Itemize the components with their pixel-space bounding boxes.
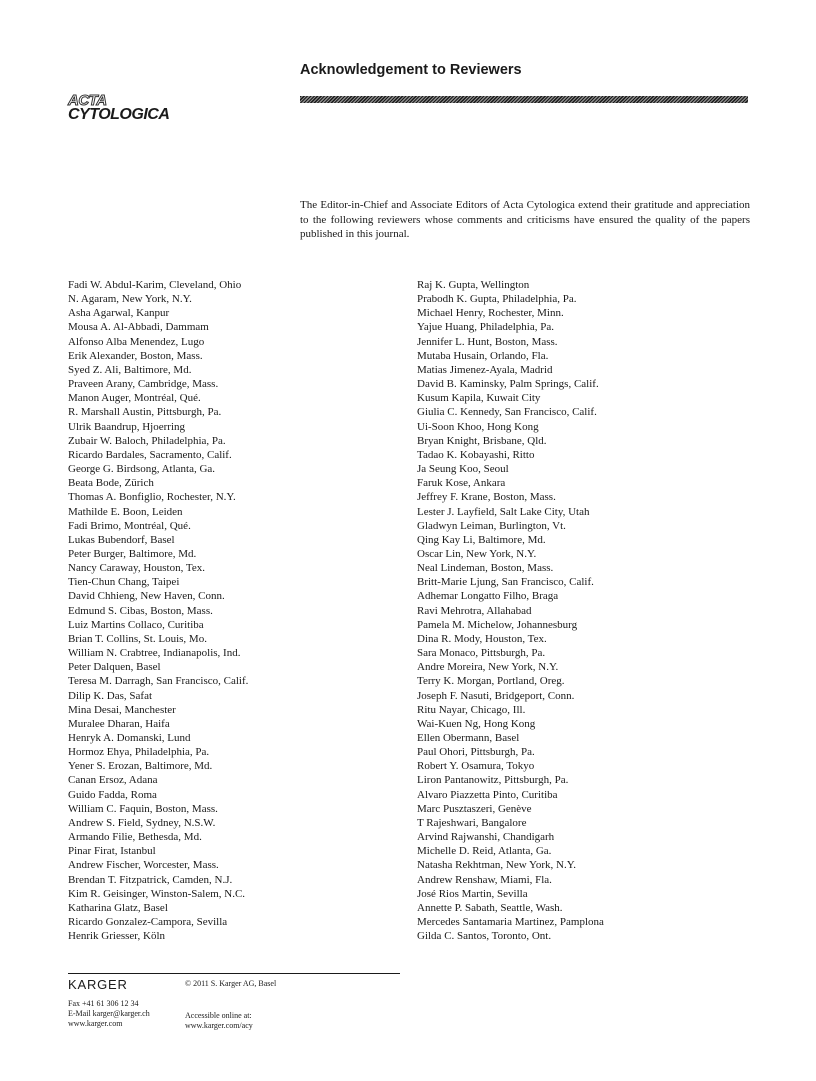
reviewers-list-right (417, 278, 604, 943)
publisher-website-link[interactable]: www.karger.com (68, 1019, 123, 1028)
reviewer-entry: George G. Birdsong, Atlanta, Ga. (68, 463, 216, 476)
reviewer-entry: Andre Moreira, New York, N.Y. (417, 661, 559, 674)
reviewer-entry: Katharina Glatz, Basel (68, 901, 168, 914)
reviewer-entry: Ulrik Baandrup, Hjoerring (68, 420, 185, 433)
reviewer-entry: Guido Fadda, Roma (68, 788, 157, 801)
reviewer-entry: Henryk A. Domanski, Lund (68, 732, 191, 744)
reviewer-entry: Michael Henry, Rochester, Minn. (417, 307, 564, 320)
publisher-contact (68, 999, 150, 1029)
page-title: Acknowledgement to Reviewers (300, 62, 522, 78)
reviewer-entry: Tien-Chun Chang, Taipei (68, 576, 180, 589)
reviewer-entry: Mutaba Husain, Orlando, Fla. (417, 349, 549, 362)
reviewer-entry: Joseph F. Nasuti, Bridgeport, Conn. (417, 689, 575, 702)
reviewer-entry: Gladwyn Leiman, Burlington, Vt. (417, 519, 566, 532)
reviewer-entry: Zubair W. Baloch, Philadelphia, Pa. (68, 434, 226, 447)
intro-paragraph: The Editor-in-Chief and Associate Editors of Acta Cytologica extend their gratitude and appreciation to the following reviewers whose comments and criticisms have ensured the quality of the papers published in this journal. (300, 199, 750, 240)
reviewer-entry: Adhemar Longatto Filho, Braga (417, 590, 559, 603)
reviewer-entry: T Rajeshwari, Bangalore (417, 816, 527, 829)
reviewer-entry: Marc Pusztaszeri, Genève (417, 802, 532, 815)
reviewer-entry: Natasha Rekhtman, New York, N.Y. (417, 859, 576, 872)
reviewer-entry: Luiz Martins Collaco, Curitiba (68, 618, 204, 631)
reviewer-entry: Annette P. Sabath, Seattle, Wash. (417, 901, 563, 914)
online-access-label: Accessible online at: (185, 1011, 252, 1020)
reviewer-entry: José Rios Martin, Sevilla (417, 887, 528, 900)
online-access-link[interactable]: www.karger.com/acy (185, 1021, 253, 1030)
reviewer-entry: David Chhieng, New Haven, Conn. (68, 590, 225, 603)
reviewer-entry: Edmund S. Cibas, Boston, Mass. (68, 604, 213, 617)
reviewer-entry: Neal Lindeman, Boston, Mass. (417, 562, 554, 575)
reviewer-entry: Arvind Rajwanshi, Chandigarh (417, 831, 555, 844)
reviewer-entry: Mina Desai, Manchester (68, 703, 176, 716)
reviewer-entry: Tadao K. Kobayashi, Ritto (417, 448, 535, 461)
reviewer-entry: Kim R. Geisinger, Winston-Salem, N.C. (68, 887, 246, 900)
reviewer-entry: Yener S. Erozan, Baltimore, Md. (68, 760, 213, 773)
reviewer-entry: Terry K. Morgan, Portland, Oreg. (417, 675, 565, 688)
reviewer-entry: Syed Z. Ali, Baltimore, Md. (68, 363, 192, 376)
reviewer-entry: Alvaro Piazzetta Pinto, Curitiba (417, 788, 558, 801)
reviewer-entry: Mercedes Santamaria Martinez, Pamplona (417, 916, 604, 929)
reviewer-entry: Raj K. Gupta, Wellington (417, 279, 530, 291)
reviewer-entry: Faruk Kose, Ankara (417, 477, 506, 490)
reviewer-entry: Beata Bode, Zürich (68, 477, 154, 490)
copyright-notice: © 2011 S. Karger AG, Basel (185, 979, 277, 988)
reviewer-entry: Fadi W. Abdul-Karim, Cleveland, Ohio (68, 279, 242, 291)
reviewer-entry: Qing Kay Li, Baltimore, Md. (417, 533, 546, 546)
reviewer-entry: Peter Dalquen, Basel (68, 661, 161, 674)
reviewer-entry: Robert Y. Osamura, Tokyo (417, 760, 535, 773)
reviewer-entry: Peter Burger, Baltimore, Md. (68, 547, 197, 560)
reviewer-entry: Hormoz Ehya, Philadelphia, Pa. (68, 746, 210, 759)
reviewer-entry: Teresa M. Darragh, San Francisco, Calif. (68, 675, 249, 688)
reviewer-entry: N. Agaram, New York, N.Y. (68, 293, 192, 306)
journal-logo-line2: CYTOLOGICA (68, 106, 170, 123)
reviewer-entry: Sara Monaco, Pittsburgh, Pa. (417, 647, 546, 660)
reviewer-entry: Pinar Firat, Istanbul (68, 845, 156, 858)
reviewer-entry: Praveen Arany, Cambridge, Mass. (68, 378, 219, 391)
reviewer-entry: Canan Ersoz, Adana (68, 774, 158, 787)
reviewer-entry: Muralee Dharan, Haifa (68, 717, 170, 730)
reviewer-entry: Gilda C. Santos, Toronto, Ont. (417, 930, 552, 943)
reviewer-entry: Mousa A. Al-Abbadi, Dammam (68, 321, 209, 334)
reviewer-entry: Prabodh K. Gupta, Philadelphia, Pa. (417, 293, 577, 306)
fax-number: Fax +41 61 306 12 34 (68, 999, 139, 1008)
reviewer-entry: Liron Pantanowitz, Pittsburgh, Pa. (417, 774, 569, 787)
reviewer-entry: Dilip K. Das, Safat (68, 689, 153, 702)
reviewer-entry: Lukas Bubendorf, Basel (68, 533, 175, 546)
reviewer-entry: R. Marshall Austin, Pittsburgh, Pa. (68, 406, 222, 419)
reviewer-entry: Ritu Nayar, Chicago, Ill. (417, 703, 526, 716)
reviewer-entry: Henrik Griesser, Köln (68, 930, 166, 943)
reviewer-entry: Dina R. Mody, Houston, Tex. (417, 632, 547, 645)
reviewer-entry: Erik Alexander, Boston, Mass. (68, 349, 203, 362)
reviewer-entry: William C. Faquin, Boston, Mass. (68, 802, 218, 815)
reviewer-entry: Lester J. Layfield, Salt Lake City, Utah (417, 505, 590, 518)
reviewer-entry: Kusum Kapila, Kuwait City (417, 392, 541, 405)
title-rule-bar (300, 96, 748, 103)
reviewer-entry: Ellen Obermann, Basel (417, 732, 520, 744)
reviewer-entry: Michelle D. Reid, Atlanta, Ga. (417, 845, 552, 858)
reviewer-entry: Jennifer L. Hunt, Boston, Mass. (417, 335, 558, 348)
journal-logo (68, 94, 169, 122)
reviewer-entry: William N. Crabtree, Indianapolis, Ind. (68, 647, 241, 660)
reviewer-entry: David B. Kaminsky, Palm Springs, Calif. (417, 378, 599, 391)
reviewers-list-left (68, 278, 248, 943)
reviewer-entry: Ravi Mehrotra, Allahabad (417, 604, 532, 617)
reviewer-entry: Mathilde E. Boon, Leiden (68, 505, 183, 518)
reviewer-entry: Ui-Soon Khoo, Hong Kong (417, 420, 539, 433)
reviewer-entry: Manon Auger, Montréal, Qué. (68, 392, 201, 405)
reviewer-entry: Ja Seung Koo, Seoul (417, 463, 509, 476)
email-address[interactable]: E-Mail karger@karger.ch (68, 1009, 150, 1018)
footer-rule (68, 973, 400, 974)
reviewer-entry: Jeffrey F. Krane, Boston, Mass. (417, 491, 556, 504)
reviewer-entry: Paul Ohori, Pittsburgh, Pa. (417, 746, 535, 759)
reviewer-entry: Thomas A. Bonfiglio, Rochester, N.Y. (68, 491, 236, 504)
reviewer-entry: Bryan Knight, Brisbane, Qld. (417, 434, 547, 447)
reviewer-entry: Alfonso Alba Menendez, Lugo (68, 335, 205, 348)
reviewer-entry: Nancy Caraway, Houston, Tex. (68, 562, 206, 575)
online-access (185, 1011, 253, 1031)
reviewer-entry: Brendan T. Fitzpatrick, Camden, N.J. (68, 873, 233, 886)
reviewer-entry: Andrew S. Field, Sydney, N.S.W. (68, 816, 216, 829)
publisher-logo: KARGER (68, 977, 128, 992)
reviewer-entry: Britt-Marie Ljung, San Francisco, Calif. (417, 576, 594, 589)
reviewer-entry: Oscar Lin, New York, N.Y. (417, 547, 537, 560)
reviewer-entry: Andrew Renshaw, Miami, Fla. (417, 873, 552, 886)
reviewer-entry: Fadi Brimo, Montréal, Qué. (68, 519, 191, 532)
reviewer-entry: Yajue Huang, Philadelphia, Pa. (417, 321, 554, 334)
reviewer-entry: Pamela M. Michelow, Johannesburg (417, 618, 578, 631)
reviewer-entry: Brian T. Collins, St. Louis, Mo. (68, 632, 207, 645)
reviewer-entry: Giulia C. Kennedy, San Francisco, Calif. (417, 406, 597, 419)
reviewer-entry: Andrew Fischer, Worcester, Mass. (68, 859, 219, 872)
reviewer-entry: Asha Agarwal, Kanpur (68, 307, 170, 320)
reviewer-entry: Wai-Kuen Ng, Hong Kong (417, 717, 536, 730)
reviewer-entry: Ricardo Bardales, Sacramento, Calif. (68, 448, 232, 461)
journal-logo-line1: ACTA (68, 92, 107, 109)
reviewer-entry: Matias Jimenez-Ayala, Madrid (417, 363, 553, 376)
reviewer-entry: Armando Filie, Bethesda, Md. (68, 831, 202, 844)
reviewer-entry: Ricardo Gonzalez-Campora, Sevilla (68, 916, 228, 929)
